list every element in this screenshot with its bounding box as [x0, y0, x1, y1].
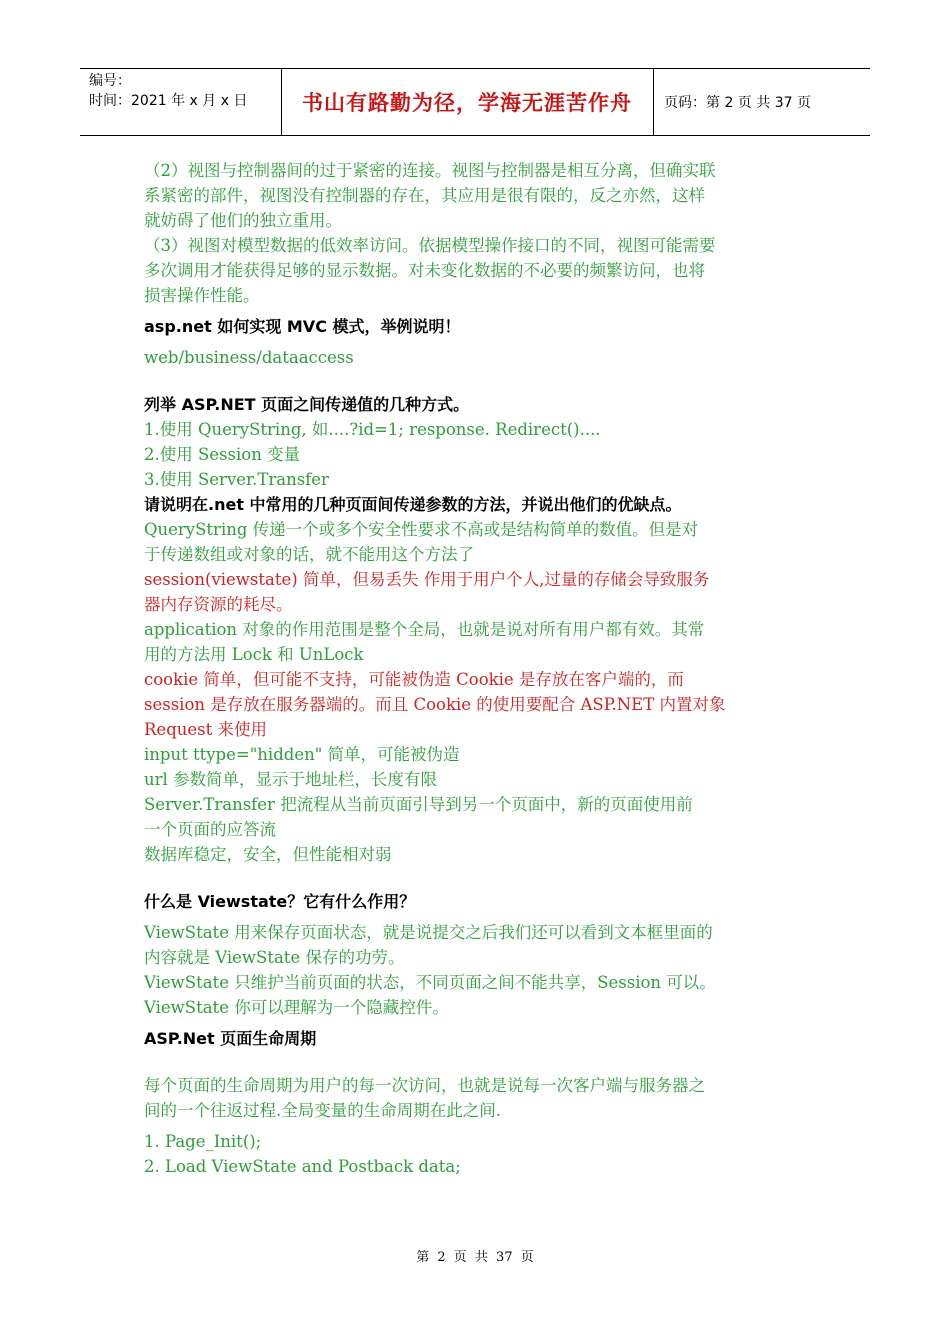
- answer-pass-values-list: [144, 417, 809, 492]
- list-item: 2.使用 Session 变量: [144, 445, 301, 464]
- list-item: 2. Load ViewState and Postback data;: [144, 1157, 461, 1176]
- header-page-info: 页码：第 2 页 共 37 页: [664, 95, 811, 111]
- text-line: ViewState 用来保存页面状态，就是说提交之后我们还可以看到文本框里面的: [144, 923, 713, 942]
- text-line: QueryString 传递一个或多个安全性要求不高或是结构简单的数值。但是对: [144, 520, 699, 539]
- answer-application: [144, 617, 809, 667]
- question-heading-pass-values: 列举 ASP.NET 页面之间传递值的几种方式。: [144, 395, 470, 414]
- answer-other-methods: [144, 742, 809, 867]
- paragraph-view-model-access: [144, 233, 809, 308]
- text-line: 间的一个往返过程.全局变量的生命周期在此之间.: [144, 1101, 501, 1120]
- text-line: cookie 简单，但可能不支持，可能被伪造 Cookie 是存放在客户端的，而: [144, 670, 684, 689]
- text-line: 一个页面的应答流: [144, 820, 276, 839]
- answer-cookie: [144, 667, 809, 742]
- document-body: [144, 158, 809, 1179]
- question-heading-mvc: asp.net 如何实现 MVC 模式，举例说明！: [144, 317, 461, 336]
- text-line: 每个页面的生命周期为用户的每一次访问，也就是说每一次客户端与服务器之: [144, 1076, 705, 1095]
- text-line: 用的方法用 Lock 和 UnLock: [144, 645, 364, 664]
- text-line: url 参数简单，显示于地址栏，长度有限: [144, 770, 438, 789]
- answer-page-lifecycle: [144, 1073, 809, 1123]
- text-line: Server.Transfer 把流程从当前页面引导到另一个页面中，新的页面使用前: [144, 795, 693, 814]
- text-line: （2）视图与控制器间的过于紧密的连接。视图与控制器是相互分离，但确实联: [144, 161, 716, 180]
- header-motto: 书山有路勤为径，学海无涯苦作舟: [282, 69, 654, 135]
- list-item: 1.使用 QueryString, 如....?id=1; response. Redirect()....: [144, 420, 601, 439]
- header-meta: [80, 69, 282, 135]
- text-line: application 对象的作用范围是整个全局，也就是说对所有用户都有效。其常: [144, 620, 705, 639]
- text-line: 系紧密的部件，视图没有控制器的存在，其应用是很有限的，反之亦然，这样: [144, 186, 705, 205]
- answer-mvc: web/business/dataaccess: [144, 348, 354, 367]
- text-line: 数据库稳定，安全，但性能相对弱: [144, 845, 392, 864]
- text-line: 多次调用才能获得足够的显示数据。对未变化数据的不必要的频繁访问，也将: [144, 261, 705, 280]
- text-line: Request 来使用: [144, 720, 267, 739]
- text-line: session(viewstate) 简单，但易丢失 作用于用户个人,过量的存储会导致服务: [144, 570, 710, 589]
- text-line: session 是存放在服务器端的。而且 Cookie 的使用要配合 ASP.NET 内置对象: [144, 695, 726, 714]
- text-line: ViewState 只维护当前页面的状态，不同页面之间不能共享，Session 可以。: [144, 973, 716, 992]
- document-number-label: 编号：: [89, 73, 131, 89]
- question-heading-param-methods: 请说明在.net 中常用的几种页面间传递参数的方法，并说出他们的优缺点。: [144, 495, 682, 514]
- text-line: 损害操作性能。: [144, 286, 260, 305]
- question-heading-viewstate: 什么是 Viewstate？它有什么作用？: [144, 892, 416, 911]
- paragraph-view-controller-coupling: [144, 158, 809, 233]
- text-line: 于传递数组或对象的话，就不能用这个方法了: [144, 545, 474, 564]
- text-line: ViewState 你可以理解为一个隐藏控件。: [144, 998, 449, 1017]
- text-line: 器内存资源的耗尽。: [144, 595, 293, 614]
- text-line: input ttype="hidden" 简单，可能被伪造: [144, 745, 460, 764]
- text-line: （3）视图对模型数据的低效率访问。依据模型操作接口的不同，视图可能需要: [144, 236, 716, 255]
- answer-viewstate: [144, 920, 809, 1020]
- document-date: 时间：2021 年 x 月 x 日: [89, 93, 248, 109]
- answer-querystring: [144, 517, 809, 567]
- lifecycle-steps: [144, 1129, 809, 1179]
- list-item: 1. Page_Init();: [144, 1132, 262, 1151]
- list-item: 3.使用 Server.Transfer: [144, 470, 329, 489]
- answer-session: [144, 567, 809, 617]
- text-line: 内容就是 ViewState 保存的功劳。: [144, 948, 405, 967]
- text-line: 就妨碍了他们的独立重用。: [144, 211, 342, 230]
- document-header: [80, 68, 870, 136]
- page-footer: 第 2 页 共 37 页: [416, 1250, 534, 1265]
- question-heading-page-lifecycle: ASP.Net 页面生命周期: [144, 1029, 317, 1048]
